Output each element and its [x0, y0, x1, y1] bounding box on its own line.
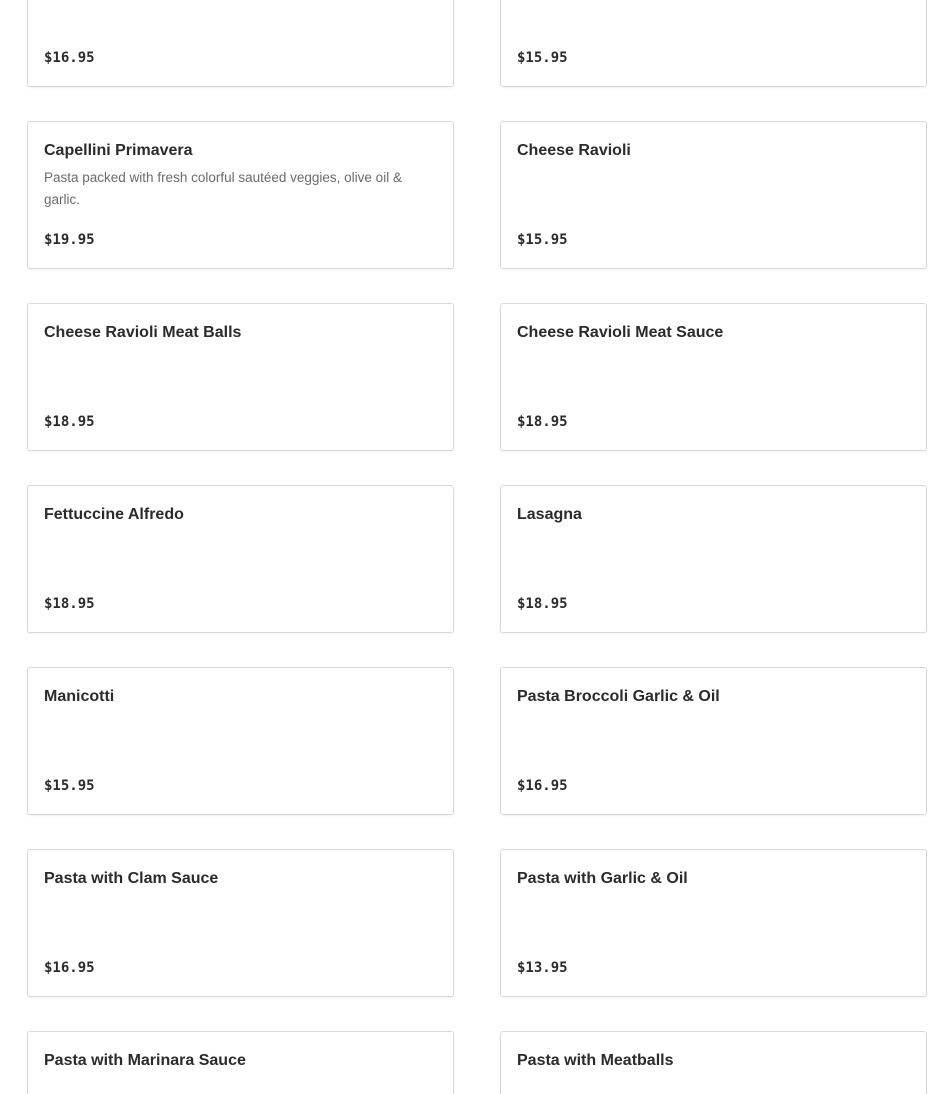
menu-item-price: $18.95 — [517, 414, 568, 430]
menu-item-card[interactable] — [500, 485, 927, 633]
menu-item-price: $18.95 — [44, 414, 95, 430]
menu-item-card[interactable] — [500, 667, 927, 815]
menu-item-price: $15.95 — [44, 778, 95, 794]
menu-item-card[interactable] — [27, 303, 454, 451]
menu-item-card[interactable] — [500, 849, 927, 997]
menu-item-name: Pasta with Clam Sauce — [44, 870, 219, 887]
menu-item-price: $15.95 — [517, 232, 568, 248]
menu-item-price: $18.95 — [517, 596, 568, 612]
menu-item-name: Cheese Ravioli Meat Sauce — [517, 324, 724, 341]
menu-item-card[interactable] — [27, 849, 454, 997]
menu-item-price: $16.95 — [44, 960, 95, 976]
menu-item-name: Pasta with Meatballs — [517, 1052, 674, 1069]
menu-item-card[interactable] — [27, 0, 454, 87]
menu-item-card[interactable] — [27, 1031, 454, 1094]
menu-item-name: Fettuccine Alfredo — [44, 506, 184, 523]
menu-item-name: Pasta Broccoli Garlic & Oil — [517, 688, 720, 705]
menu-item-card[interactable] — [500, 303, 927, 451]
menu-item-price: $15.95 — [517, 50, 568, 66]
menu-item-card[interactable] — [27, 667, 454, 815]
menu-item-name: Lasagna — [517, 506, 582, 523]
menu-item-price: $16.95 — [44, 50, 95, 66]
menu-item-card[interactable] — [500, 121, 927, 269]
menu-item-card[interactable] — [500, 1031, 927, 1094]
menu-item-name: Capellini Primavera — [44, 142, 193, 159]
menu-item-card[interactable] — [27, 121, 454, 269]
menu-item-name: Cheese Ravioli Meat Balls — [44, 324, 242, 341]
menu-item-name: Pasta with Marinara Sauce — [44, 1052, 246, 1069]
menu-item-price: $18.95 — [44, 596, 95, 612]
menu-item-description: Pasta packed with fresh colorful sautéed veggies, olive oil & garlic. — [44, 170, 402, 207]
menu-item-name: Pasta with Garlic & Oil — [517, 870, 688, 887]
menu-item-name: Manicotti — [44, 688, 115, 705]
menu-item-name: Cheese Ravioli — [517, 142, 631, 159]
menu-item-card[interactable] — [27, 485, 454, 633]
menu-item-price: $13.95 — [517, 960, 568, 976]
menu-item-price: $16.95 — [517, 778, 568, 794]
menu-item-price: $19.95 — [44, 232, 95, 248]
menu-item-card[interactable] — [500, 0, 927, 87]
